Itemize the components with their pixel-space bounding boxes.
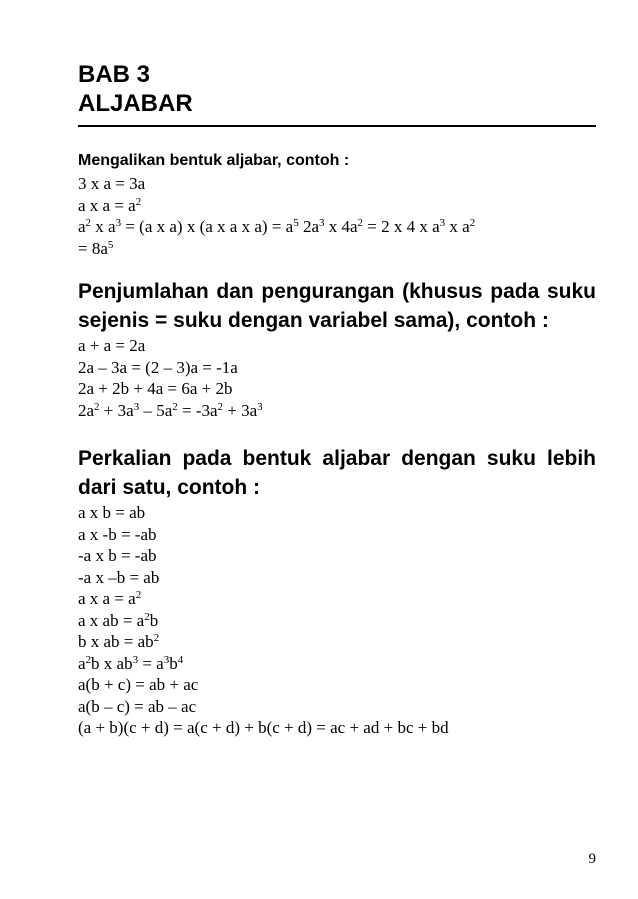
- equation-text: a: [78, 217, 86, 236]
- exponent: 2: [94, 400, 100, 413]
- equation-line: [78, 588, 596, 610]
- exponent: 2: [217, 400, 224, 413]
- exponent: 5: [293, 216, 299, 229]
- equation-text: b: [149, 610, 159, 630]
- exponent: 3: [257, 400, 263, 413]
- equation-text: a(b – c) = ab – ac: [78, 696, 197, 716]
- equation-line: [78, 696, 596, 718]
- equation-line: [78, 238, 596, 260]
- equation-line: [78, 195, 596, 217]
- exponent: 2: [153, 631, 160, 644]
- exponent: 3: [318, 216, 325, 229]
- section-addition-heading: Penjumlahan dan pengurangan (khusus pada suku sejenis = suku dengan variabel sama), contoh :: [78, 280, 596, 332]
- equation-text: a: [78, 653, 86, 673]
- equation-text: b x ab: [91, 653, 133, 673]
- equation-text: 2a – 3a = (2 – 3)a = -1a: [78, 357, 238, 377]
- equation-text: + 3a: [223, 400, 258, 420]
- equation-text: = a: [138, 653, 164, 673]
- equation-line: [78, 173, 596, 195]
- exponent: 4: [177, 653, 184, 666]
- exponent: 2: [135, 588, 142, 601]
- exponent: 2: [135, 195, 142, 208]
- section-multi-term-heading: Perkalian pada bentuk aljabar dengan suku lebih dari satu, contoh :: [78, 447, 596, 499]
- equation-text: 3 x a = 3a: [78, 174, 146, 193]
- exponent: 3: [132, 653, 139, 666]
- section-addition-subtraction: [78, 277, 596, 421]
- equation-line: [78, 631, 596, 653]
- section-multiplication-heading: Mengalikan bentuk aljabar, contoh :: [78, 152, 350, 169]
- equation-text: 2a: [78, 400, 95, 420]
- exponent: 3: [115, 216, 122, 229]
- exponent: 3: [163, 653, 170, 666]
- equation-text: a x b = ab: [78, 503, 146, 522]
- equation-text: a x a = a: [78, 589, 136, 608]
- document-page: [78, 60, 596, 739]
- equation-line: [78, 524, 596, 546]
- equation-text: + 3a: [99, 400, 134, 420]
- exponent: 2: [144, 610, 150, 623]
- equation-text: a(b + c) = ab + ac: [78, 675, 199, 694]
- equation-text: = -3a: [177, 400, 218, 420]
- equation-line: [78, 216, 596, 238]
- section-multi-term-lines: [78, 502, 596, 739]
- equation-text: = 8a: [78, 238, 108, 258]
- exponent: 3: [133, 400, 140, 413]
- equation-line: [78, 357, 596, 379]
- exponent: 2: [469, 216, 476, 229]
- equation-line: [78, 717, 596, 739]
- equation-text: b x ab = ab: [78, 632, 154, 651]
- equation-line: [78, 502, 596, 524]
- page-number: 9: [588, 851, 596, 867]
- equation-line: [78, 378, 596, 400]
- equation-text: (a + b)(c + d) = a(c + d) + b(c + d) = ac + ad + bc + bd: [78, 718, 449, 737]
- equation-text: a x a = a: [78, 195, 136, 215]
- equation-text: – 5a: [139, 400, 173, 420]
- equation-line: [78, 653, 596, 675]
- equation-text: x a: [91, 217, 116, 236]
- exponent: 5: [107, 238, 114, 251]
- equation-text: = (a x a) x (a x a x a) = a: [121, 217, 294, 236]
- exponent: 2: [85, 653, 92, 666]
- equation-line: [78, 567, 596, 589]
- equation-text: a x ab = a: [78, 610, 145, 630]
- equation-text: x 4a: [324, 217, 358, 236]
- title-divider: [78, 125, 596, 127]
- equation-line: [78, 545, 596, 567]
- chapter-title: ALJABAR: [78, 90, 193, 117]
- equation-text: b: [169, 653, 178, 673]
- equation-text: x a: [445, 217, 470, 236]
- section-addition-lines: [78, 335, 596, 421]
- equation-line: [78, 400, 596, 422]
- exponent: 2: [357, 216, 364, 229]
- section-multi-term-multiplication: [78, 444, 596, 739]
- equation-text: 2a + 2b + 4a = 6a + 2b: [78, 379, 233, 398]
- exponent: 2: [172, 400, 178, 413]
- equation-text: = 2 x 4 x a: [363, 217, 440, 236]
- equation-text: a x -b = -ab: [78, 524, 157, 544]
- equation-line: [78, 610, 596, 632]
- equation-line: [78, 335, 596, 357]
- exponent: 2: [85, 216, 92, 229]
- equation-text: -a x –b = ab: [78, 567, 160, 587]
- equation-line: [78, 674, 596, 696]
- equation-text: a + a = 2a: [78, 336, 146, 355]
- equation-text: 2a: [298, 217, 319, 236]
- equation-text: -a x b = -ab: [78, 546, 157, 565]
- chapter-label: BAB 3: [78, 61, 151, 88]
- exponent: 3: [439, 216, 446, 229]
- section-multiplication: [78, 151, 596, 259]
- section-multiplication-lines: [78, 173, 596, 259]
